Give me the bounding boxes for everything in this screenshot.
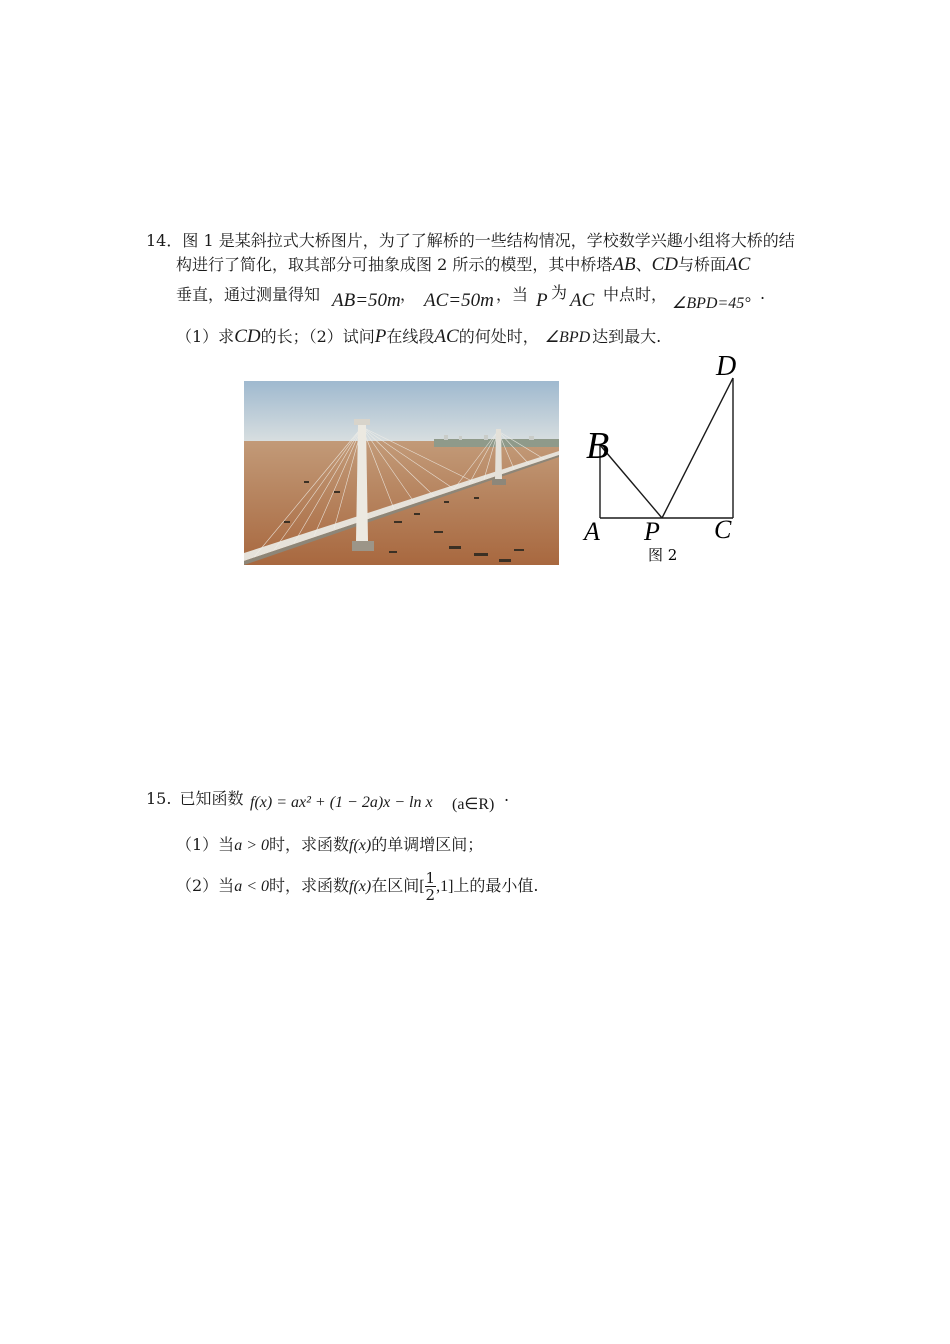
interval-open: [ [419, 878, 425, 895]
problem-15-number: 15. [146, 789, 172, 808]
problem-14-questions [176, 324, 661, 348]
figure-2-caption: 图 2 [648, 546, 678, 564]
math-CD-q: CD [234, 326, 261, 347]
comma-1: ， [400, 285, 417, 304]
question-part-c: 在线段 [386, 327, 435, 346]
math-P-q: P [374, 326, 387, 347]
problem-14-text-2a: 构进行了简化，取其部分可抽象成图 2 所示的模型，其中桥塔 [176, 255, 613, 274]
condition-AC: AC=50m [424, 290, 494, 311]
math-P: P [536, 290, 548, 311]
figure-2 [578, 350, 758, 570]
problem-14-line-3 [176, 282, 320, 305]
problem-14-text-1: 图 1 是某斜拉式大桥图片，为了了解桥的一些结构情况，学校数学兴趣小组将大桥的结 [182, 231, 795, 250]
function-definition: f(x) = ax² + (1 − 2a)x − ln x [250, 794, 433, 811]
geometry-diagram [578, 350, 758, 570]
label-P: P [644, 517, 660, 546]
math-AC: AC [726, 254, 751, 275]
function-f-2: f(x) [349, 878, 372, 895]
math-AB: AB [612, 254, 636, 275]
problem-14-text-2b: 与桥面 [678, 255, 727, 274]
problem-14-line-1 [146, 228, 795, 251]
problem-14-line-2 [176, 252, 750, 276]
part-2-text-c: 在区间 [371, 876, 420, 895]
math-AC-2: AC [570, 290, 595, 311]
comma-2: ，当 [496, 285, 529, 304]
math-angle-BPD: ∠BPD [544, 329, 591, 346]
segment-BP [600, 445, 662, 518]
label-C: C [714, 515, 732, 544]
math-CD: CD [651, 254, 678, 275]
problem-15-part-1 [176, 832, 483, 855]
question-part-e: 达到最大. [592, 327, 662, 346]
word-midpoint: 中点时， [603, 285, 668, 304]
fraction-numerator: 1 [425, 869, 436, 887]
part-1-text-b: 时，求函数 [268, 835, 349, 854]
condition-angle: ∠BPD=45° [672, 295, 751, 312]
interval-close: ,1] [436, 878, 454, 895]
condition-AB: AB=50m [332, 290, 401, 311]
fraction-denominator: 2 [425, 886, 436, 904]
separator: 、 [635, 255, 652, 274]
period-15: . [504, 786, 510, 805]
part-2-text-b: 时，求函数 [268, 876, 349, 895]
part-1-text-c: 的单调增区间； [371, 835, 484, 854]
bridge-photo [244, 381, 559, 565]
segment-PD [662, 378, 733, 518]
label-A: A [584, 517, 600, 546]
problem-15-part-2 [176, 870, 539, 903]
problem-15-line-1 [146, 786, 243, 809]
question-part-a: （1）求 [176, 327, 235, 346]
math-AC-q: AC [434, 326, 459, 347]
question-part-d: 的何处时， [458, 327, 539, 346]
function-f: f(x) [349, 837, 372, 854]
period-14: . [760, 284, 766, 303]
function-domain: (a∈R) [452, 796, 495, 813]
condition-a-positive: a > 0 [234, 837, 269, 854]
fraction-one-half [425, 870, 437, 903]
condition-a-negative: a < 0 [234, 878, 269, 895]
word-wei: 为 [551, 283, 568, 302]
part-1-prefix: （1）当 [176, 835, 235, 854]
problem-14-text-3a: 垂直，通过测量得知 [176, 285, 321, 304]
label-B: B [586, 425, 610, 467]
label-D: D [716, 351, 737, 382]
problem-14-number: 14． [146, 231, 183, 250]
question-part-b: 的长；（2）试问 [260, 327, 375, 346]
problem-15-intro: 已知函数 [179, 789, 244, 808]
bridge-illustration [244, 381, 559, 565]
part-2-prefix: （2）当 [176, 876, 235, 895]
part-2-text-d: 上的最小值. [453, 876, 539, 895]
